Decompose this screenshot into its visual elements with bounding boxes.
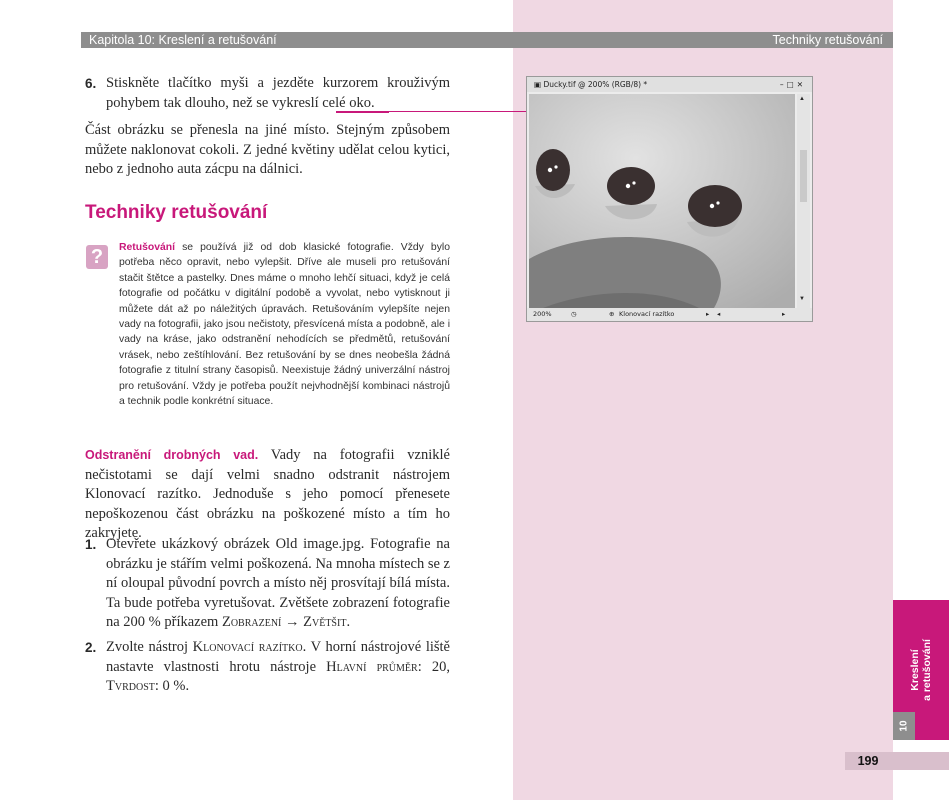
highlighted-term: celé oko xyxy=(322,94,371,111)
paragraph-lead: Odstranění drobných vad. xyxy=(85,448,259,462)
left-eye xyxy=(536,149,570,191)
side-tab-line1: Kreslení xyxy=(909,649,921,691)
document-icon: ▣ xyxy=(534,80,544,89)
tool-status: Klonovací razítko xyxy=(619,310,675,318)
chapter-number: 10 xyxy=(898,720,910,732)
section-title: Techniky retušování xyxy=(85,202,268,223)
tool-name: Klonovací razítko xyxy=(192,639,303,655)
step-number: 6. xyxy=(85,76,97,91)
close-icon[interactable]: ✕ xyxy=(796,80,806,89)
property-hardness: Tvrdost xyxy=(106,678,155,694)
paragraph-defects-text: Vady na fotografii vzniklé nečistotami se dají velmi snadno odstranit nástrojem Klonovací razítko. Jednoduše s jeho pomocí přenesete nepoškozenou část obrázku na poškozené místo a tím ho zakryjete. xyxy=(85,447,450,541)
step-number: 2. xyxy=(85,640,97,655)
page-number: 199 xyxy=(857,754,879,768)
paragraph-clone-result: Část obrázku se přenesla na jiné místo. Stejným způsobem můžete naklonovat cokoli. Z jedné květiny udělat celou kytici, nebo z jednoho auta zácpu na dálnici. xyxy=(85,122,450,177)
maximize-icon[interactable]: □ xyxy=(786,80,797,89)
middle-eye xyxy=(607,167,655,205)
highlight-underline xyxy=(336,111,389,113)
document-window-titlebar xyxy=(527,77,812,92)
tool-status-icon: ⊕ xyxy=(609,310,615,318)
step-6-text: Stiskněte tlačítko myši a jezděte kurzorem krouživým pohybem tak dlouho, než se vykreslí xyxy=(106,75,450,111)
section-header-title: Techniky retušování xyxy=(772,33,883,47)
menu-zobrazeni: Zobrazení xyxy=(221,614,282,630)
step-6: 6. Stiskněte tlačítko myši a jezděte kurzorem krouživým pohybem tak dlouho, než se vykreslí celé oko. xyxy=(85,75,450,111)
scroll-up-icon[interactable]: ▲ xyxy=(799,96,805,102)
chapter-title: Kapitola 10: Kreslení a retušování xyxy=(89,33,277,47)
zoom-level[interactable]: 200% xyxy=(533,310,552,318)
duck-image xyxy=(529,94,795,308)
right-eye xyxy=(688,185,742,227)
note-text: se používá již od dob klasické fotografie. Vždy bylo potřeba něco opravit, nebo vylepšit. Dříve ale museli pro retušování stačit štětce a pastelky. Dnes máme o mnoho lehčí situaci, když je celá fotografie od počátku v digitální podobě a vyvolat, nebo vytisknout ji můžete dát až po náležitých úpravách. Retušováním vylepšíte nejen vady na fotografii, jako jsou nečistoty, přesvícená místa a podobně, ale i vady na kráse, jako odstranění nehodících se předmětů, retušování vrásek, nebo zeštíhlování. Bez retušování by se dnes neobešla žádná fotografie z titulní strany časopisů. Neexistuje žádný univerzální nástroj pro retušování. Vždy je potřeba použít nejvhodnější kombinaci nástrojů a technik podle konkrétní situace. xyxy=(119,242,450,408)
status-bar xyxy=(527,308,812,321)
paragraph-defects xyxy=(85,446,450,544)
scroll-right-icon[interactable]: ▸ xyxy=(782,310,786,318)
vertical-scrollbar[interactable] xyxy=(797,94,810,308)
step-number: 1. xyxy=(85,537,97,552)
menu-zvetsit: Zvětšit xyxy=(303,614,347,630)
running-header xyxy=(81,32,893,48)
step-1-text: Otevřete ukázkový obrázek Old image.jpg. Fotografie na obrázku je stářím velmi poškozená. Na mnoha místech se z ní oloupal původní povrch a místo něj prosvítají bílá místa. Ta bude potřeba vyretušovat. Zvětšete zobrazení fotografie na 200 % příkazem xyxy=(106,536,450,630)
photoshop-screenshot xyxy=(526,76,813,322)
scroll-left-icon[interactable]: ◂ xyxy=(717,310,721,318)
info-note xyxy=(119,240,450,409)
document-title: Ducky.tif @ 200% (RGB/8) * xyxy=(543,80,648,89)
question-icon: ? xyxy=(86,245,108,269)
status-arrow-icon[interactable]: ▸ xyxy=(706,310,710,318)
minimize-icon[interactable]: – xyxy=(779,80,787,89)
chapter-number-tab xyxy=(893,712,915,740)
scroll-down-icon[interactable]: ▼ xyxy=(799,296,805,302)
status-menu-icon[interactable]: ◷ xyxy=(571,310,577,318)
side-tab-line2: a retušování xyxy=(921,639,933,701)
note-term: Retušování xyxy=(119,242,176,253)
image-canvas[interactable] xyxy=(529,94,795,308)
property-diameter: Hlavní průměr xyxy=(326,658,418,675)
menu-arrow-icon: → xyxy=(281,614,304,630)
scroll-thumb[interactable] xyxy=(800,150,807,202)
step-2: 2. Zvolte nástroj Klonovací razítko. V horní nástrojové liště nastavte vlastnosti hrotu nástroje Hlavní průměr: 20, Tvrdost: 0 %. xyxy=(85,639,450,694)
step-1: 1. Otevřete ukázkový obrázek Old image.jpg. Fotografie na obrázku je stářím velmi poškozená. Na mnoha místech se z ní oloupal původní povrch a místo něj prosvítají bílá místa. Ta bude potřeba vyretušovat. Zvětšete zobrazení fotografie na 200 % příkazem Zobrazení → Zvětšit. xyxy=(85,536,450,630)
